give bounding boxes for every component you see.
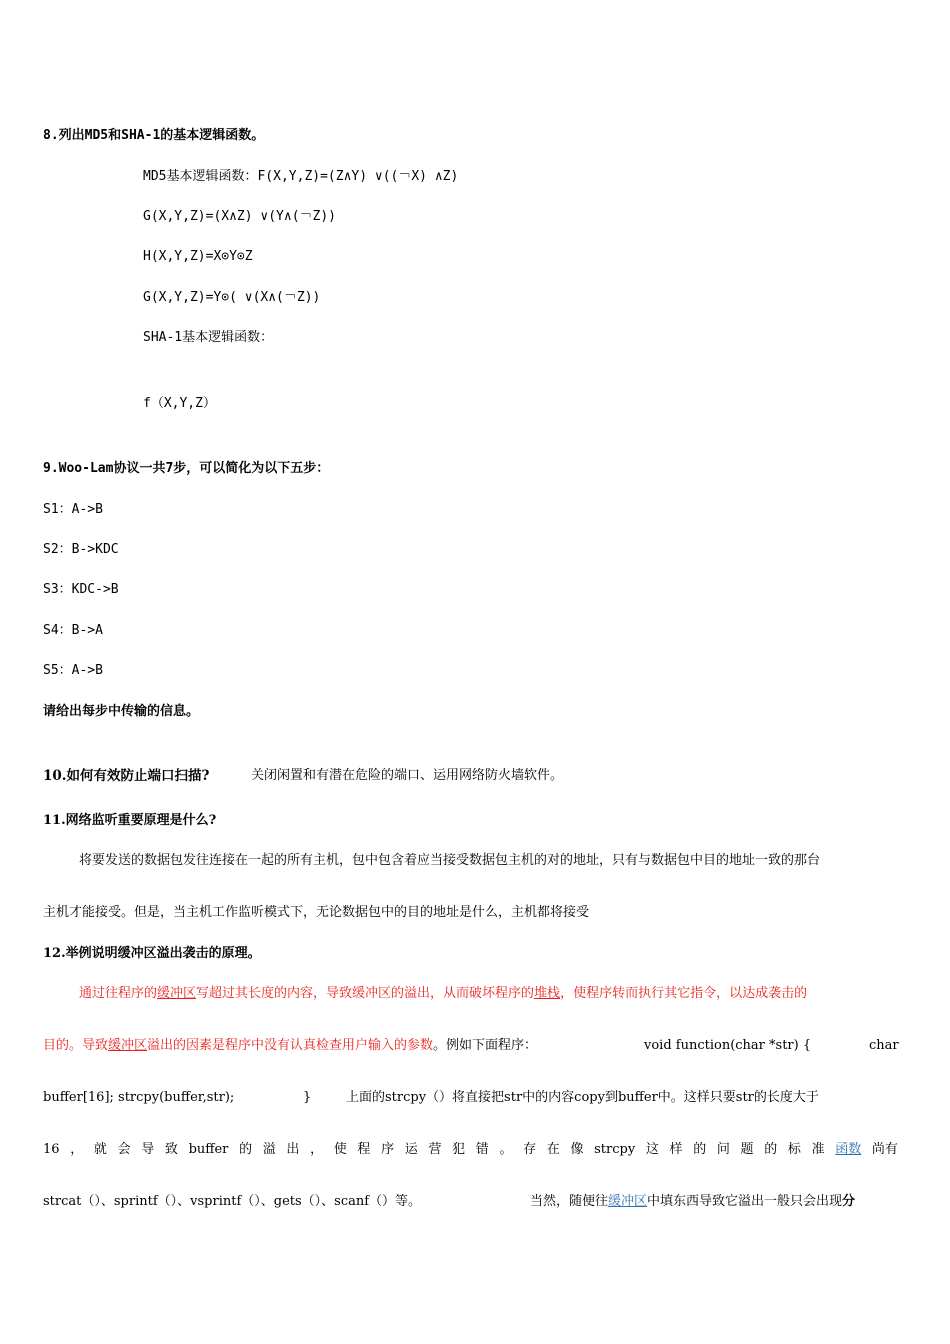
q12-para-line2 bbox=[43, 1037, 898, 1055]
md5-g2-function: G(X,Y,Z)=Y⊙( ∨(X∧(￢Z)) bbox=[143, 290, 321, 305]
text: 。例如下面程序： bbox=[433, 1038, 538, 1053]
text: 这 bbox=[645, 1142, 659, 1157]
text: 的 bbox=[764, 1142, 778, 1157]
text: 上面的strcpy（）将直接把str中的内容copy到buffer中。这样只要str的长度大于 bbox=[346, 1090, 819, 1105]
text: strcpy bbox=[594, 1142, 636, 1157]
sha1-f-function: f（X,Y,Z） bbox=[143, 396, 216, 411]
text: 准 bbox=[811, 1142, 825, 1157]
text: 导 bbox=[141, 1142, 155, 1157]
text: 程 bbox=[357, 1142, 371, 1157]
text: 溢出的因素是程序中没有认真检查用户输入的参数 bbox=[147, 1038, 434, 1053]
text: ，使程序转而执行其它指令，以达成袭击的 bbox=[560, 986, 808, 1001]
q12-para-line1 bbox=[79, 985, 807, 1003]
buffer-term: 缓冲区 bbox=[157, 986, 197, 1001]
q9-ask: 请给出每步中传输的信息。 bbox=[43, 704, 200, 719]
step-s4: S4：B->A bbox=[43, 623, 103, 638]
text: 犯 bbox=[452, 1142, 466, 1157]
md5-g-function: G(X,Y,Z)=(X∧Z) ∨(Y∧(￢Z)) bbox=[143, 209, 337, 224]
text: 在 bbox=[546, 1142, 560, 1157]
step-s2: S2：B->KDC bbox=[43, 542, 119, 557]
sha1-title: SHA-1基本逻辑函数： bbox=[143, 330, 274, 345]
code-function-sig: void function(char *str) { bbox=[644, 1038, 812, 1053]
text: 致 bbox=[164, 1142, 178, 1157]
text: 会 bbox=[117, 1142, 131, 1157]
func-list: strcat（）、sprintf（）、vsprintf（）、gets（）、scanf（）等。 bbox=[43, 1194, 422, 1209]
text: 错 bbox=[475, 1142, 489, 1157]
text: 出 bbox=[286, 1142, 300, 1157]
buffer-term: 缓冲区 bbox=[108, 1038, 148, 1053]
text: 的 bbox=[239, 1142, 253, 1157]
text: 标 bbox=[787, 1142, 801, 1157]
text: ， bbox=[310, 1142, 324, 1157]
text: 的 bbox=[693, 1142, 707, 1157]
text: 使 bbox=[333, 1142, 347, 1157]
q12-para-line3 bbox=[43, 1089, 898, 1107]
text: 营 bbox=[428, 1142, 442, 1157]
text: 目的。导致 bbox=[43, 1038, 109, 1053]
md5-f-function: MD5基本逻辑函数：F(X,Y,Z)=(Z∧Y) ∨((￢X) ∧Z) bbox=[143, 169, 459, 184]
q10-title: 10.如何有效防止端口扫描? bbox=[43, 768, 210, 784]
step-s3: S3：KDC->B bbox=[43, 582, 119, 597]
text: 样 bbox=[669, 1142, 683, 1157]
text: 分 bbox=[842, 1194, 856, 1209]
q10-answer: 关闭闲置和有潜在危险的端口、运用网络防火墙软件。 bbox=[251, 768, 564, 783]
q12-para-line5 bbox=[43, 1193, 898, 1211]
buffer-link[interactable]: 缓冲区 bbox=[608, 1194, 648, 1209]
text: 存 bbox=[523, 1142, 537, 1157]
q12-title: 12.举例说明缓冲区溢出袭击的原理。 bbox=[43, 946, 261, 961]
q9-title: 9.Woo-Lam协议一共7步，可以简化为以下五步： bbox=[43, 461, 330, 476]
text: buffer bbox=[188, 1142, 229, 1157]
text: 。 bbox=[499, 1142, 513, 1157]
text: 运 bbox=[404, 1142, 418, 1157]
q8-title: 8.列出MD5和SHA-1的基本逻辑函数。 bbox=[43, 128, 265, 143]
text: 通过往程序的 bbox=[79, 986, 158, 1001]
text: 16 bbox=[43, 1142, 60, 1157]
code-char: char bbox=[869, 1038, 899, 1053]
text: 中填东西导致它溢出一般只会出现 bbox=[647, 1194, 843, 1209]
text: 序 bbox=[381, 1142, 395, 1157]
step-s1: S1：A->B bbox=[43, 502, 103, 517]
q12-para-line4 bbox=[43, 1141, 898, 1159]
stack-term: 堆栈 bbox=[534, 986, 561, 1001]
step-s5: S5：A->B bbox=[43, 663, 103, 678]
q11-answer-line1: 将要发送的数据包发往连接在一起的所有主机，包中包含着应当接受数据包主机的对的地址，只有与数据包中目的地址一致的那台 bbox=[79, 853, 821, 868]
text: ， bbox=[70, 1142, 84, 1157]
q11-answer-line2: 主机才能接受。但是，当主机工作监听模式下，无论数据包中的目的地址是什么，主机都将接受 bbox=[43, 905, 590, 920]
md5-h-function: H(X,Y,Z)=X⊙Y⊙Z bbox=[143, 249, 253, 264]
text: 当然，随便往 bbox=[530, 1194, 609, 1209]
text: 题 bbox=[740, 1142, 754, 1157]
text: 溢 bbox=[262, 1142, 276, 1157]
text: 就 bbox=[93, 1142, 107, 1157]
code-brace: } bbox=[303, 1090, 312, 1105]
text: 写超过其长度的内容，导致缓冲区的溢出，从而破坏程序的 bbox=[196, 986, 535, 1001]
q11-title: 11.网络监听重要原理是什么? bbox=[43, 813, 217, 828]
function-link[interactable]: 函数 bbox=[835, 1142, 862, 1157]
code-buffer: buffer[16]; strcpy(buffer,str); bbox=[43, 1090, 235, 1105]
text: 像 bbox=[570, 1142, 584, 1157]
text: 尚有 bbox=[871, 1142, 898, 1157]
text-tail bbox=[530, 1193, 855, 1211]
text: 问 bbox=[716, 1142, 730, 1157]
